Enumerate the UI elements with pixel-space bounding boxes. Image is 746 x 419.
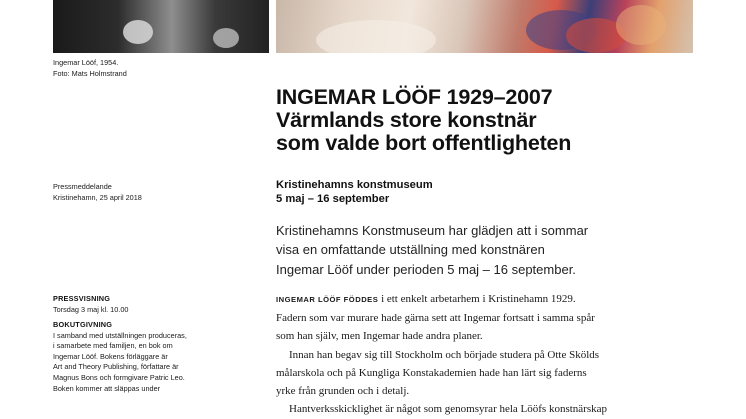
page-title <box>276 86 716 155</box>
press-release-info <box>53 182 142 203</box>
lead-line: Kristinehamns Konstmuseum har glädjen att i sommar <box>276 223 589 238</box>
lead-line: visa en omfattande utställning med konstnären <box>276 242 545 258</box>
body-line: målarskola och på Kungliga Konstakademien hade han lärt sig faderns <box>276 366 587 379</box>
body-text <box>276 290 696 418</box>
photo-caption <box>53 58 127 79</box>
caption-credit: Foto: Mats Holmstrand <box>53 68 127 78</box>
body-line: yrke från grunden och i detalj. <box>276 385 410 398</box>
pressvisning-section <box>53 294 128 315</box>
lead-paragraph <box>276 221 706 279</box>
press-label: Pressmeddelande <box>53 182 112 191</box>
exhibition-info <box>276 178 433 206</box>
title-line: som valde bort offentligheten <box>276 131 572 155</box>
body-line: som han själv, men Ingemar hade andra planer. <box>276 330 483 343</box>
artist-photo <box>53 0 269 53</box>
bokutgivning-section <box>53 320 187 394</box>
body-line: Innan han begav sig till Stockholm och började studera på Otte Skölds <box>289 348 600 361</box>
body-line: Hantverksskicklighet är något som genomsyrar hela Lööfs konstnärskap <box>289 403 608 416</box>
bokutgivning-line: Magnus Bons och formgivare Patric Leo. <box>53 372 185 382</box>
press-place-date: Kristinehamn, 25 april 2018 <box>53 192 142 202</box>
bokutgivning-line: Art and Theory Publishing, författare är <box>53 362 179 372</box>
title-line: Värmlands store konstnär <box>276 108 537 132</box>
bokutgivning-line: I samband med utställningen produceras, <box>53 330 187 340</box>
bokutgivning-heading: BOKUTGIVNING <box>53 320 113 329</box>
painting-image <box>276 0 693 53</box>
caption-line: Ingemar Lööf, 1954. <box>53 58 119 67</box>
body-line-rest: i ett enkelt arbetarhem i Kristinehamn 1929. <box>378 293 576 305</box>
exhibition-dates: 5 maj – 16 september <box>276 193 390 205</box>
bokutgivning-line: i samarbete med familjen, en bok om <box>53 341 173 351</box>
body-line <box>276 290 696 309</box>
body-line: Fadern som var murare hade gärna sett att Ingemar fortsatt i samma spår <box>276 312 595 325</box>
pressvisning-text: Torsdag 3 maj kl. 10.00 <box>53 304 129 314</box>
bokutgivning-line: Ingemar Lööf. Bokens förläggare är <box>53 351 168 361</box>
pressvisning-heading: PRESSVISNING <box>53 294 111 303</box>
lead-line: Ingemar Lööf under perioden 5 maj – 16 september. <box>276 261 576 277</box>
venue-name: Kristinehamns konstmuseum <box>276 179 433 191</box>
title-line: INGEMAR LÖÖF 1929–2007 <box>276 85 553 109</box>
body-smallcaps-lead: INGEMAR LÖÖF FÖDDES <box>276 295 379 304</box>
bokutgivning-line: Boken kommer att släppas under <box>53 383 161 393</box>
